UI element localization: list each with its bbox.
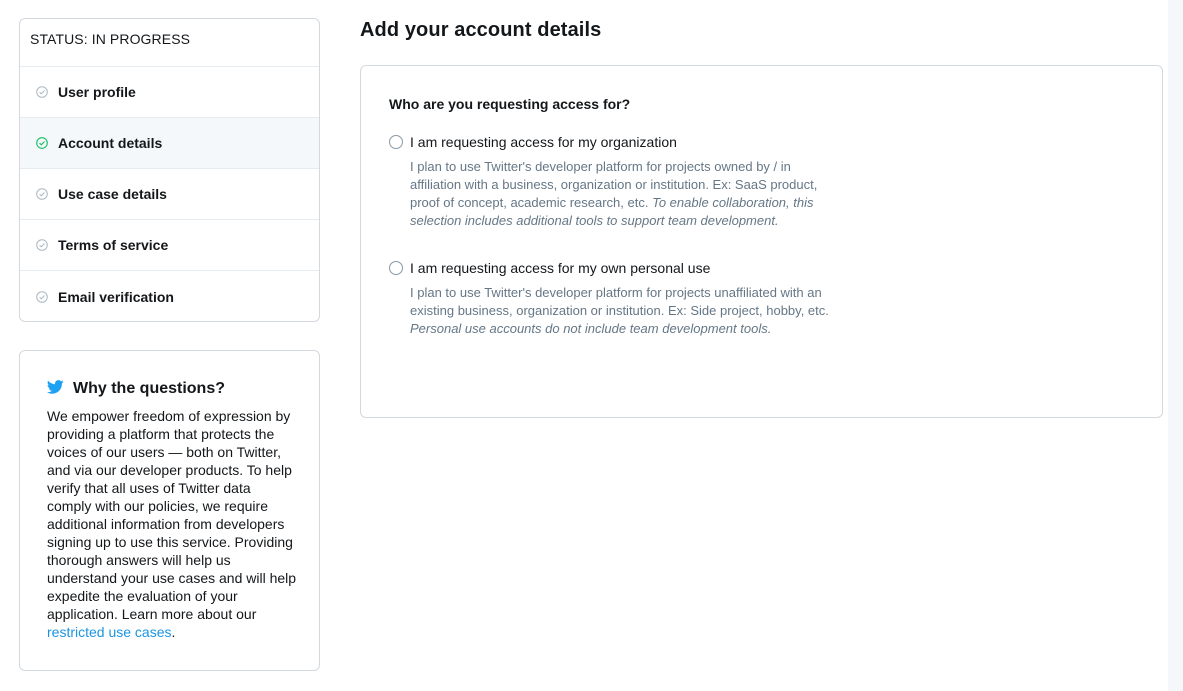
step-label: Use case details bbox=[58, 186, 167, 202]
why-body-text: We empower freedom of expression by providing a platform that protects the voices of our users — both on Twitter, and via our developer products. To help verify that all uses of Twitter data comply with our policies, we require additional information from developers signing up to use this service. Providing thorough answers will help us understand your use cases and will help expedite the evaluation of your application. Learn more about our bbox=[47, 408, 297, 622]
account-form-card bbox=[360, 65, 1163, 418]
option-organization[interactable] bbox=[389, 134, 1134, 230]
step-label: Terms of service bbox=[58, 237, 169, 253]
why-title-row bbox=[47, 380, 299, 398]
why-body-end: . bbox=[171, 624, 176, 640]
check-circle-icon bbox=[36, 239, 48, 251]
check-circle-icon bbox=[36, 137, 48, 149]
option-text bbox=[410, 260, 840, 338]
check-circle-icon bbox=[36, 188, 48, 200]
option-description bbox=[410, 158, 840, 230]
step-label: Email verification bbox=[58, 288, 174, 305]
why-questions-panel bbox=[19, 350, 320, 671]
step-account-details[interactable] bbox=[20, 118, 319, 169]
restricted-use-cases-link[interactable]: restricted use cases bbox=[47, 624, 172, 640]
step-terms-of-service[interactable] bbox=[20, 220, 319, 271]
question-label: Who are you requesting access for? bbox=[389, 96, 631, 112]
option-text bbox=[410, 134, 840, 230]
step-label: User profile bbox=[58, 84, 136, 100]
option-desc-text: I plan to use Twitter's developer platform for projects owned by / in affiliation with a business, organization or institution. Ex: SaaS product, proof of concept, academic research, etc. bbox=[410, 159, 818, 210]
option-personal[interactable] bbox=[389, 260, 1134, 338]
option-description bbox=[410, 284, 840, 338]
step-user-profile[interactable] bbox=[20, 67, 319, 118]
option-desc-note: To enable collaboration, this selection includes additional tools to support team development. bbox=[410, 195, 814, 228]
option-desc-text: I plan to use Twitter's developer platform for projects unaffiliated with an existing business, organization or institution. Ex: Side project, hobby, etc. bbox=[410, 285, 829, 318]
twitter-bird-icon bbox=[47, 380, 64, 394]
radio-organization[interactable] bbox=[389, 135, 403, 149]
check-circle-icon bbox=[36, 86, 48, 98]
step-email-verification[interactable] bbox=[20, 271, 319, 322]
option-label[interactable]: I am requesting access for my organization bbox=[410, 134, 677, 150]
check-circle-icon bbox=[36, 291, 48, 303]
scroll-gutter bbox=[1168, 0, 1183, 691]
step-label: Account details bbox=[58, 135, 163, 151]
page-title: Add your account details bbox=[360, 19, 602, 41]
status-header: STATUS: IN PROGRESS bbox=[20, 19, 319, 67]
step-use-case-details[interactable] bbox=[20, 169, 319, 220]
why-title: Why the questions? bbox=[73, 380, 225, 397]
radio-personal[interactable] bbox=[389, 261, 403, 275]
status-panel bbox=[19, 18, 320, 322]
why-body bbox=[47, 407, 297, 641]
option-label[interactable]: I am requesting access for my own personal use bbox=[410, 260, 711, 276]
option-desc-note: Personal use accounts do not include team development tools. bbox=[410, 321, 772, 336]
